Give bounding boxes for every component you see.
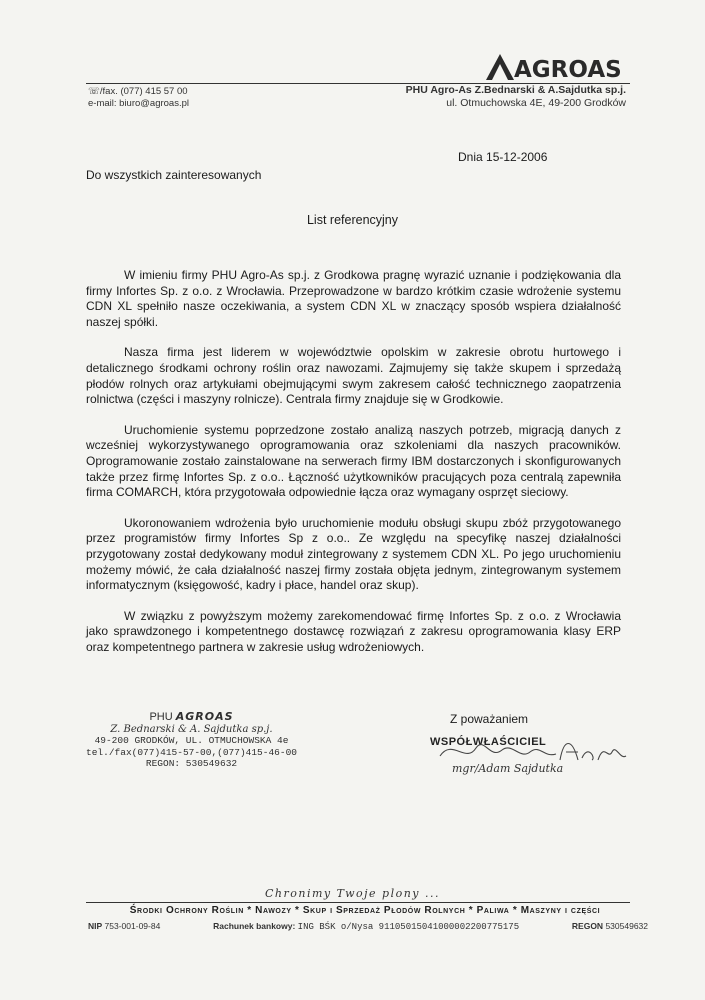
agroas-logo-mark (486, 50, 626, 82)
stamp-line-3: 49-200 GRODKÓW, UL. OTMUCHOWSKA 4e (94, 735, 289, 746)
body-paragraph: W związku z powyższym możemy zarekomendować firmę Infortes Sp. z o.o. z Wrocławia jako sprawdzonego i kompetentnego dostawcę rozwiązań z zakresu oprogramowania klasy ERP oraz kompetentnego partnera w zakresie usług wdrożeniowych. (86, 608, 621, 654)
body-paragraph: Ukoronowaniem wdrożenia było uruchomienie modułu obsługi skupu zbóż przygotowanego przez programistów firmy Infortes Sp z o.o.. Ze względu na specyfikę naszej działalności przygotowany został dedykowany moduł zintegrowany z systemem CDN XL. Po jego uruchomieniu możemy mówić, że cała działalność naszej firmy została objęta jednym, zintegrowanym systemem informatycznym (księgowość, kadry i płace, handel oraz skup). (86, 515, 621, 593)
stamp-line-2: Z. Bednarski & A. Sajdutka sp.j. (110, 723, 273, 735)
header-divider (86, 83, 630, 84)
body-paragraph: Nasza firma jest liderem w województwie opolskim w zakresie obrotu hurtowego i detalicznego środkami ochrony roślin oraz nawozami. Zajmujemy się także skupem i sprzedażą płodów rolnych oraz artykułami obejmującymi swym zakresem całość technicznego zaopatrzenia rolnictwa (części i maszyny rolnicze). Centrala firmy znajduje się w Grodkowie. (86, 345, 621, 407)
body-paragraph: W imieniu firmy PHU Agro-As sp.j. z Grodkowa pragnę wyrazić uznanie i podziękowania dla firmy Infortes Sp. z o.o. z Wrocławia. Przeprowadzone w bardzo krótkim czasie wdrożenie systemu CDN XL spełniło nasze oczekiwania, a system CDN XL w znaczący sposób wspiera działalność naszej spółki. (86, 268, 621, 329)
header-company (406, 84, 626, 110)
footer-regon-label: REGON (571, 921, 604, 931)
footer-nip (88, 921, 160, 932)
stamp-line-5: REGON: 530549632 (145, 758, 238, 769)
footer-registry (88, 921, 648, 932)
stamp-line-1 (84, 711, 299, 724)
footer-nip-value: 753-001-09-84 (104, 921, 161, 931)
header-phone: ☏/fax. (077) 415 57 00 (88, 86, 188, 97)
signature-name: mgr/Adam Sajdutka (452, 762, 564, 775)
stamp-prefix: PHU (149, 711, 173, 723)
footer-nip-label: NIP (88, 921, 103, 931)
body-paragraph: Uruchomienie systemu poprzedzone zostało analizą naszych potrzeb, migracją danych z wcześniej wykorzystywanego oprogramowania oraz szkoleniami dla naszych pracowników. Oprogramowanie zostało zainstalowane na serwerach firmy IBM dostarczonych i skonfigurowanych także przez firmę Infortes Sp. z o.o.. Łączność użytkowników pracujących poza centralą zapewniła firma COMARCH, która przygotowała odpowiednie łącza oraz wymagany osprzęt sieciowy. (86, 422, 621, 500)
footer-motto: Chronimy Twoje plony ... (265, 887, 440, 900)
header-address: ul. Otmuchowska 4E, 49-200 Grodków (446, 97, 626, 109)
header-company-name: PHU Agro-As Z.Bednarski & A.Sajdutka sp.j. (405, 84, 626, 96)
letter-body (86, 268, 621, 670)
footer-banner: Środki Ochrony Roślin * Nawozy * Skup i Sprzedaż Płodów Rolnych * Paliwa * Maszyny i części (129, 905, 601, 916)
stamp-brand: AGROAS (175, 710, 234, 723)
footer-regon (572, 921, 648, 932)
footer-regon-value: 530549632 (605, 921, 648, 931)
company-stamp (84, 711, 299, 770)
footer-divider (86, 902, 630, 903)
letter-date: Dnia 15-12-2006 (458, 150, 548, 164)
logo-text: AGROAS (514, 57, 622, 82)
company-logo (486, 50, 626, 82)
footer-account (213, 921, 519, 932)
letter-addressee: Do wszystkich zainteresowanych (86, 168, 262, 182)
stamp-line-4: tel./fax(077)415-57-00,(077)415-46-00 (86, 746, 297, 758)
footer-account-value: ING BŚK o/Nysa 91105015041000002200775175 (297, 922, 520, 932)
header-email: e-mail: biuro@agroas.pl (88, 98, 189, 109)
signature-role: WSPÓŁWŁAŚCICIEL (430, 736, 547, 748)
letter-title: List referencyjny (306, 213, 398, 227)
header-contact (88, 86, 189, 110)
signature-closing: Z poważaniem (450, 712, 529, 726)
footer-account-label: Rachunek bankowy: (213, 921, 296, 931)
